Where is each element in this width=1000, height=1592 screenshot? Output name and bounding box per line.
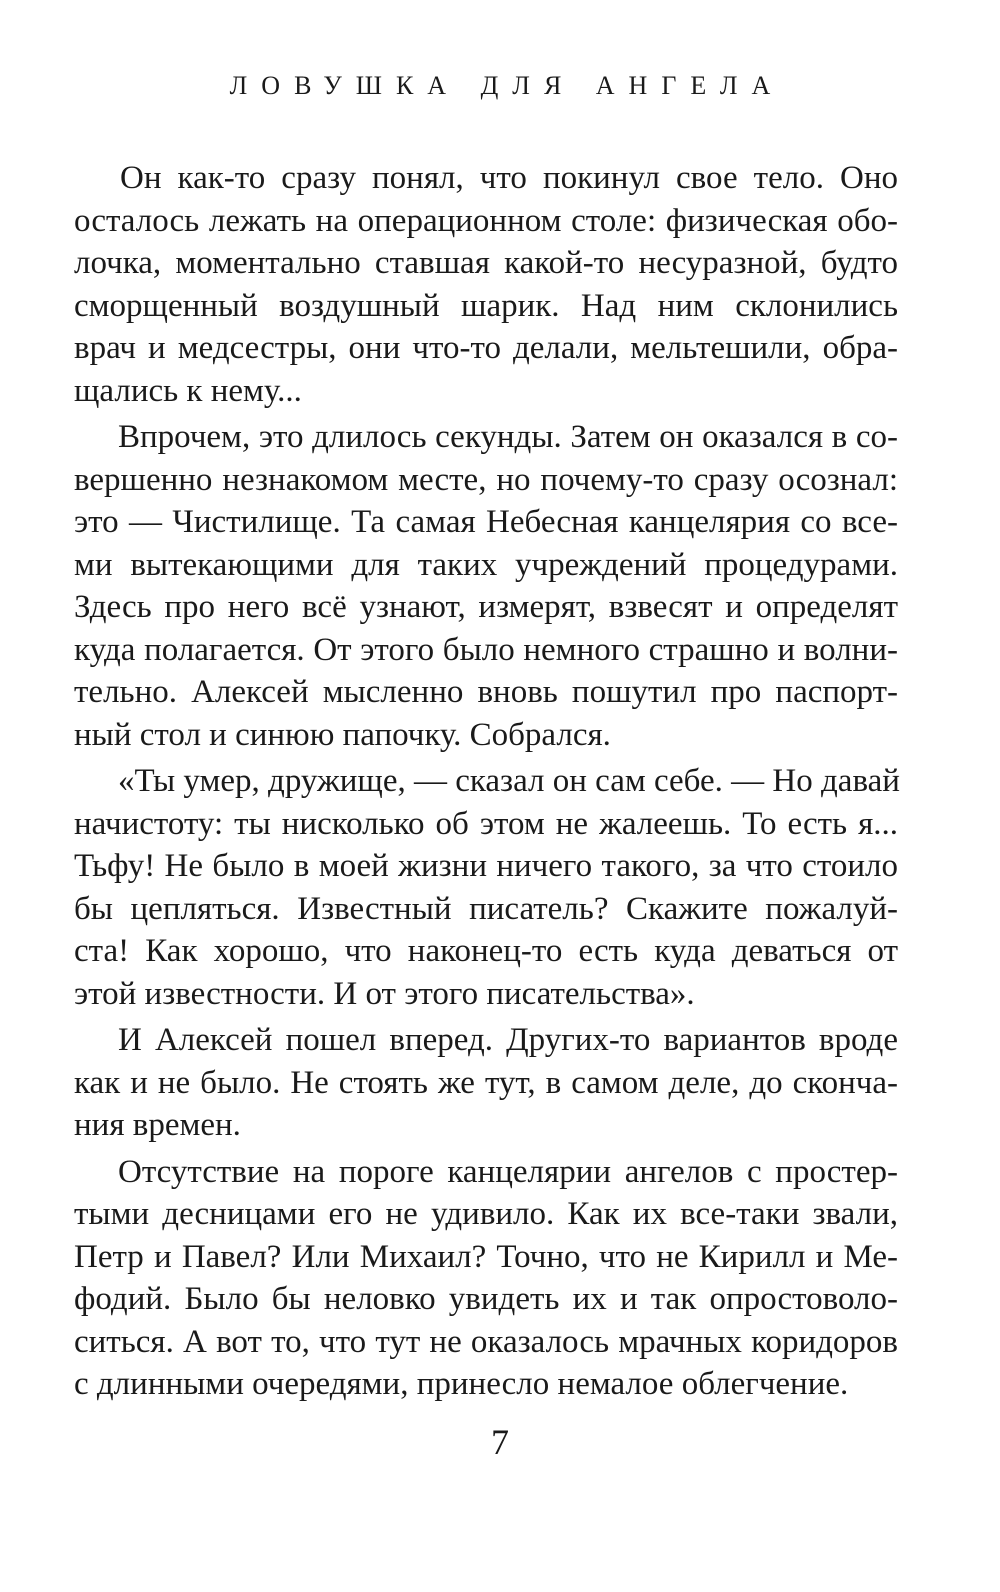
text-line: бы цепляться. Известный писатель? Скажите пожалуй- — [74, 890, 898, 927]
text-line: как и не было. Не стоять же тут, в самом деле, до сконча- — [74, 1064, 898, 1101]
text-line: ста! Как хорошо, что наконец-то есть куда деваться от — [74, 933, 898, 969]
text-line: ния времен. — [74, 1107, 241, 1143]
page-number: 7 — [491, 1422, 509, 1462]
text-line: ми вытекающими для таких учреждений процедурами. — [74, 546, 898, 583]
text-line: куда полагается. От этого было немного страшно и волни- — [74, 631, 898, 668]
text-line: щались к нему... — [74, 372, 302, 409]
text-line: это — Чистилище. Та самая Небесная канцелярия со все- — [74, 504, 898, 540]
text-line: этой известности. И от этого писательства». — [74, 975, 695, 1012]
text-line: Петр и Павел? Или Михаил? Точно, что не Кирилл и Ме- — [74, 1238, 898, 1275]
text-line: с длинными очередями, принесло немалое облегчение. — [74, 1366, 849, 1402]
text-line: ный стол и синюю папочку. Собрался. — [74, 716, 611, 753]
text-line: сморщенный воздушный шарик. Над ним склонились — [74, 287, 898, 324]
running-head: ЛОВУШКА ДЛЯ АНГЕЛА — [229, 71, 785, 100]
text-line: вершенно незнакомом месте, но почему-то сразу осознал: — [74, 461, 898, 498]
text-line: тельно. Алексей мысленно вновь пошутил про паспорт- — [74, 674, 898, 710]
text-line: лочка, моментально ставшая какой-то несуразной, будто — [74, 245, 898, 281]
text-line: Здесь про него всё узнают, измерят, взвесят и определят — [74, 589, 898, 625]
body-text — [74, 157, 898, 1406]
text-line: Тьфу! Не было в моей жизни ничего такого, за что стоило — [74, 848, 898, 884]
text-line: Он как-то сразу понял, что покинул свое тело. Оно — [120, 160, 898, 196]
text-line: «Ты умер, дружище, — сказал он сам себе. — Но давай — [118, 763, 900, 799]
text-line: фодий. Было бы неловко увидеть их и так опростоволо- — [74, 1281, 898, 1317]
text-line: тыми десницами его не удивило. Как их все-таки звали, — [74, 1196, 898, 1232]
text-line: врач и медсестры, они что-то делали, мельтешили, обра- — [74, 330, 898, 366]
text-line: начистоту: ты нисколько об этом не жалеешь. То есть я... — [74, 805, 898, 842]
text-line: осталось лежать на операционном столе: физическая обо- — [74, 202, 898, 239]
text-line: И Алексей пошел вперед. Других-то вариантов вроде — [118, 1022, 898, 1058]
text-line: Отсутствие на пороге канцелярии ангелов с простер- — [118, 1153, 898, 1190]
text-line: ситься. А вот то, что тут не оказалось мрачных коридоров — [74, 1323, 898, 1360]
text-line: Впрочем, это длилось секунды. Затем он оказался в со- — [118, 419, 898, 455]
